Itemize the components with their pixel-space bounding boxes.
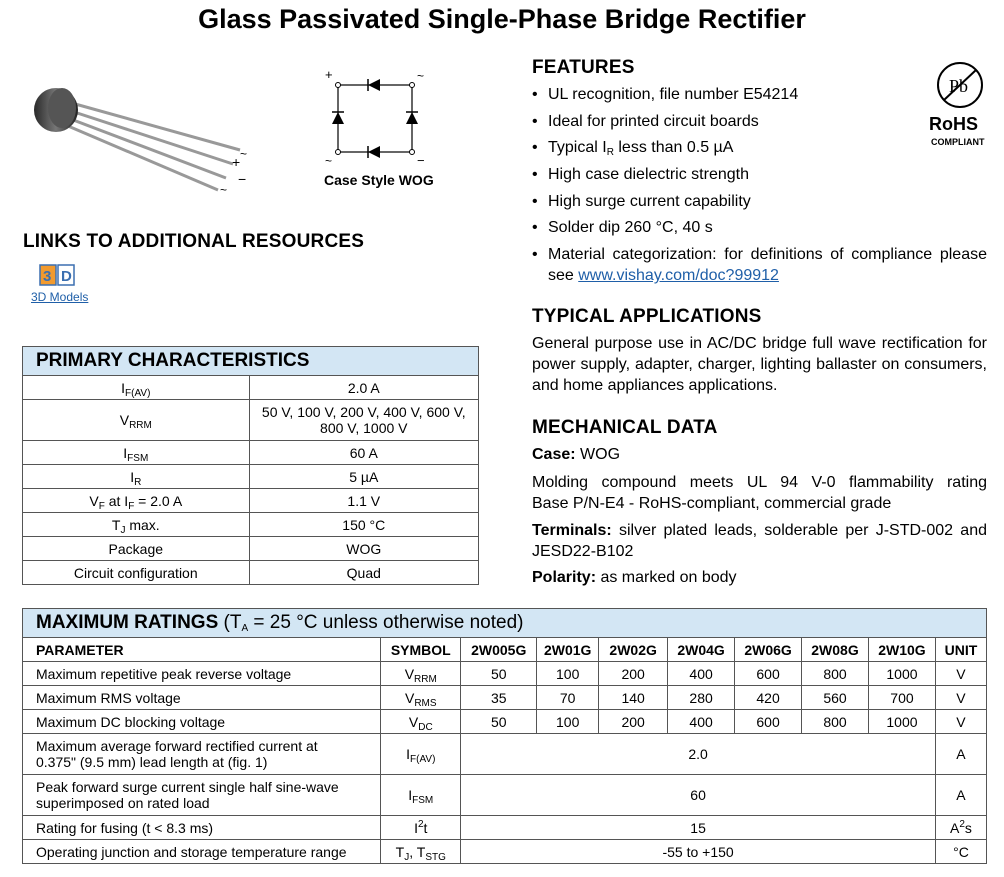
pb-text: Pb [949, 76, 969, 96]
table-row: Circuit configuration Quad [23, 561, 479, 585]
table-row: $V_{RRM}$ 50 V, 100 V, 200 V, 400 V, 600 V, 800 V, 1000 V [23, 400, 479, 441]
max-ratings-heading: MAXIMUM RATINGS ($T_A = 25$ °C unless otherwise noted) [23, 609, 987, 638]
mechanical-terminals: Terminals: silver plated leads, solderable per J-STD-002 and JESD22-B102 [532, 522, 987, 560]
diagram-tilde-bottom: ~ [325, 154, 333, 168]
list-item: • Solder dip 260 °C, 40 s [532, 217, 987, 238]
list-item: • Ideal for printed circuit boards [532, 111, 987, 132]
mechanical-heading: MECHANICAL DATA [532, 417, 718, 438]
list-item: • Typical $I_R$ less than 0.5 µA [532, 137, 987, 158]
mechanical-polarity: Polarity: as marked on body [532, 569, 737, 586]
table-header-row: PARAMETER SYMBOL 2W005G 2W01G 2W02G 2W04G 2W06G 2W08G 2W10G UNIT [23, 638, 987, 662]
links-heading: LINKS TO ADDITIONAL RESOURCES [23, 231, 365, 252]
table-row: $I_{FSM}$ 60 A [23, 441, 479, 465]
diagram-tilde-top: ~ [417, 69, 425, 83]
table-row: $I_R$ 5 µA [23, 465, 479, 489]
compliance-link[interactable]: www.vishay.com/doc?99912 [578, 267, 779, 285]
list-item: • High surge current capability [532, 191, 987, 212]
table-row: Maximum repetitive peak reverse voltage $V_{RRM}$ 50 100 200 400 600 800 1000 V [23, 662, 987, 686]
case-style-label: Case Style WOG [324, 172, 434, 188]
table-row: $I_{F(AV)}$ 2.0 A [23, 376, 479, 400]
rohs-label: RoHS [929, 114, 978, 134]
primary-heading: PRIMARY CHARACTERISTICS [23, 347, 479, 376]
page-title: Glass Passivated Single-Phase Bridge Rectifier [198, 4, 806, 34]
list-item: • High case dielectric strength [532, 164, 987, 185]
features-heading: FEATURES [532, 57, 635, 78]
list-item: • UL recognition, file number E54214 [532, 84, 987, 105]
table-row: $T_J$ max. 150 °C [23, 513, 479, 537]
table-row: Maximum DC blocking voltage $V_{DC}$ 50 100 200 400 600 800 1000 V [23, 710, 987, 734]
diagram-minus: − [417, 153, 425, 168]
photo-plus: + [232, 154, 241, 170]
applications-heading: TYPICAL APPLICATIONS [532, 306, 762, 327]
table-row: $V_F$ at $I_F = 2.0$ A 1.1 V [23, 489, 479, 513]
diagram-plus: + [325, 68, 333, 82]
maximum-ratings-table [22, 608, 987, 864]
svg-text:3: 3 [43, 268, 52, 285]
list-item: • Material categorization: for definitions of compliance please see www.vishay.com/doc?99912 [532, 244, 987, 286]
features-list [532, 84, 987, 292]
photo-tilde-1: ~ [240, 147, 248, 161]
3d-models-icon[interactable] [38, 262, 80, 290]
table-row: Maximum average forward rectified current at 0.375" (9.5 mm) lead length at (fig. 1) $I_{F(AV)}$ 2.0 A [23, 734, 987, 775]
bridge-diagram [318, 68, 438, 168]
svg-text:D: D [61, 268, 72, 285]
table-row: Operating junction and storage temperature range $T_J$, $T_{STG}$ -55 to +150 °C [23, 840, 987, 864]
photo-minus: − [238, 171, 247, 187]
mechanical-molding: Molding compound meets UL 94 V-0 flammability rating Base P/N-E4 - RoHS-compliant, commercial grade [532, 474, 987, 512]
table-row: Peak forward surge current single half sine-wave superimposed on rated load $I_{FSM}$ 60 A [23, 775, 987, 816]
component-photo [28, 80, 268, 200]
photo-tilde-2: ~ [220, 183, 228, 197]
table-row: Maximum RMS voltage $V_{RMS}$ 35 70 140 280 420 560 700 V [23, 686, 987, 710]
mechanical-case: Case: WOG [532, 446, 621, 463]
primary-characteristics-table [22, 346, 479, 585]
table-row: Rating for fusing (t < 8.3 ms) $I^2t$ 15 $A^2s$ [23, 816, 987, 840]
table-row: Package WOG [23, 537, 479, 561]
3d-models-link[interactable]: 3D Models [31, 290, 89, 304]
applications-text: General purpose use in AC/DC bridge full wave rectification for power supply, adapter, charger, lighting ballaster on consumers, and home appliances applications. [532, 335, 987, 394]
rohs-compliant: COMPLIANT [931, 137, 985, 147]
